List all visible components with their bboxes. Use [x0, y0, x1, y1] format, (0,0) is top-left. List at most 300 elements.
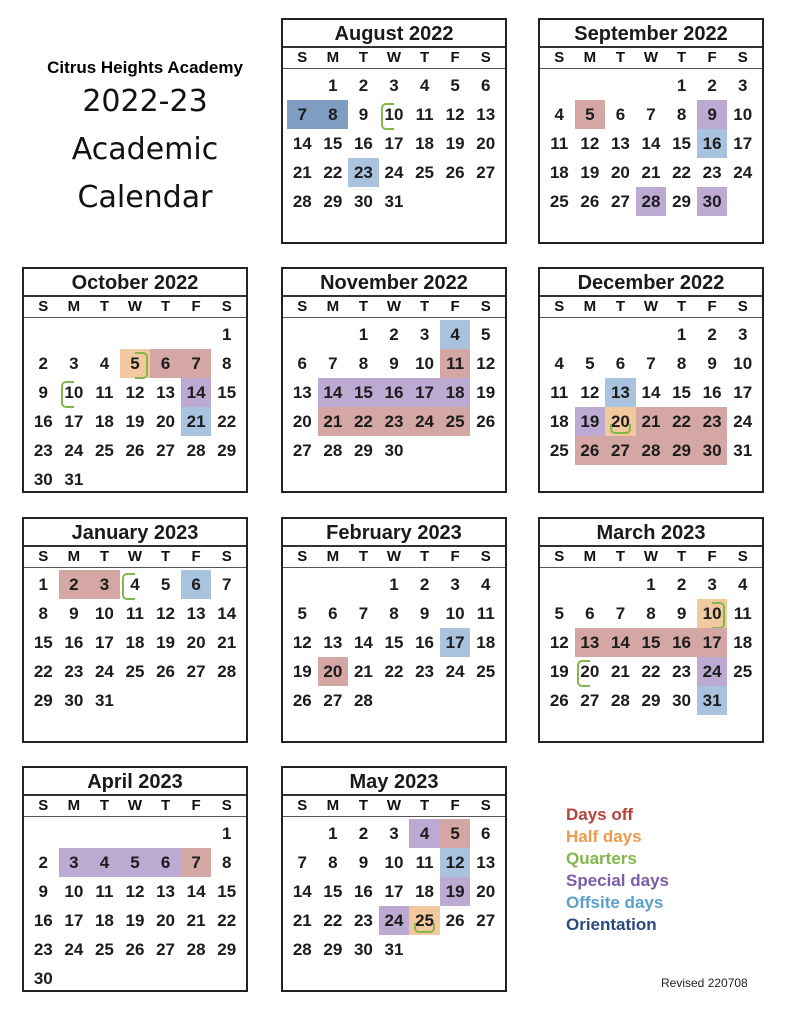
weekday-label: F — [450, 548, 460, 565]
weekday-label: T — [160, 298, 171, 315]
day-cell: 22 — [666, 407, 697, 436]
day-cell: 18 — [94, 911, 114, 930]
weekday-label: F — [450, 797, 460, 814]
weekday-label: S — [297, 797, 308, 814]
day-cell: 8 — [676, 354, 687, 373]
month-october-2022 — [22, 267, 248, 493]
empty-cell — [544, 570, 575, 599]
weekday-label: M — [583, 298, 597, 315]
day-cell: 13 — [186, 604, 206, 623]
day-cell: 24 — [409, 407, 440, 436]
empty-cell — [89, 320, 120, 349]
day-cell: 13 — [476, 853, 496, 872]
weekday-label: T — [99, 548, 109, 565]
month-title: February 2023 — [283, 519, 505, 547]
day-cell: 22 — [348, 407, 379, 436]
day-cell: 21 — [636, 407, 667, 436]
day-cell: 25 — [94, 441, 114, 460]
legend-item-offsite-days: Offsite days — [566, 893, 664, 912]
day-cell: 1 — [676, 325, 687, 344]
month-title: August 2022 — [283, 20, 505, 48]
day-cell: 22 — [641, 662, 661, 681]
day-cell: 13 — [476, 105, 496, 124]
day-cell: 27 — [323, 691, 343, 710]
day-cell: 14 — [217, 604, 237, 623]
day-cell: 20 — [575, 657, 606, 686]
weekday-label: S — [297, 49, 308, 66]
day-cell: 26 — [292, 691, 312, 710]
day-cell: 26 — [580, 192, 600, 211]
weekday-label: T — [419, 548, 430, 565]
weekday-label: W — [386, 298, 402, 315]
empty-cell — [59, 819, 90, 848]
day-cell: 2 — [358, 824, 369, 843]
day-cell: 17 — [384, 134, 404, 153]
day-cell: 26 — [445, 163, 465, 182]
day-cell: 4 — [89, 848, 120, 877]
day-cell: 12 — [476, 354, 496, 373]
day-cell: 4 — [419, 76, 430, 95]
title-line-1: Academic — [71, 132, 219, 167]
day-cell: 1 — [358, 325, 369, 344]
day-cell: 14 — [186, 882, 206, 901]
day-cell: 24 — [384, 163, 404, 182]
day-cell: 1 — [221, 325, 232, 344]
day-cell: 8 — [358, 354, 369, 373]
weekday-label: W — [127, 797, 143, 814]
month-march-2023 — [538, 517, 764, 743]
day-cell: 3 — [69, 354, 79, 373]
day-cell: 20 — [610, 163, 630, 182]
day-cell: 30 — [697, 436, 728, 465]
day-cell: 19 — [476, 383, 496, 402]
day-cell: 10 — [59, 378, 90, 407]
day-cell: 1 — [328, 76, 338, 95]
day-cell: 5 — [440, 819, 471, 848]
day-cell: 14 — [292, 134, 312, 153]
day-cell: 3 — [389, 824, 399, 843]
day-cell: 23 — [697, 407, 728, 436]
day-cell: 3 — [707, 575, 717, 594]
day-cell: 27 — [476, 911, 496, 930]
day-cell: 27 — [476, 163, 496, 182]
day-cell: 18 — [733, 633, 753, 652]
day-cell: 15 — [323, 134, 343, 153]
empty-cell — [120, 819, 151, 848]
day-cell: 31 — [384, 940, 404, 959]
day-cell: 4 — [99, 354, 110, 373]
day-cell: 29 — [217, 940, 237, 959]
day-cell: 28 — [186, 940, 206, 959]
day-cell: 3 — [419, 325, 430, 344]
weekday-label: S — [737, 298, 748, 315]
weekday-label: S — [737, 548, 748, 565]
day-cell: 17 — [384, 882, 404, 901]
weekday-label: M — [67, 548, 81, 565]
day-cell: 28 — [186, 441, 206, 460]
day-cell: 7 — [358, 604, 369, 623]
day-cell: 10 — [697, 599, 728, 628]
day-cell: 18 — [440, 378, 471, 407]
weekday-label: S — [480, 797, 491, 814]
weekday-label: S — [480, 298, 491, 315]
day-cell: 26 — [125, 441, 145, 460]
weekday-label: S — [480, 49, 491, 66]
day-cell: 13 — [156, 882, 176, 901]
weekday-label: S — [297, 548, 308, 565]
weekday-label: W — [643, 548, 659, 565]
weekday-header — [24, 547, 246, 568]
day-grid — [24, 568, 246, 715]
day-cell: 20 — [318, 657, 349, 686]
day-cell: 29 — [641, 691, 661, 710]
empty-cell — [120, 320, 151, 349]
empty-cell — [89, 819, 120, 848]
day-cell: 10 — [415, 354, 435, 373]
empty-cell — [287, 819, 318, 848]
day-cell: 12 — [580, 383, 600, 402]
day-cell: 23 — [33, 441, 53, 460]
day-cell: 9 — [38, 383, 49, 402]
weekday-label: W — [643, 49, 659, 66]
day-cell: 22 — [672, 163, 692, 182]
day-cell: 14 — [292, 882, 312, 901]
legend-item-special-days: Special days — [566, 871, 670, 890]
day-cell: 21 — [186, 911, 206, 930]
day-cell: 24 — [733, 412, 753, 431]
weekday-label: M — [326, 797, 340, 814]
weekday-label: S — [737, 49, 748, 66]
school-name: Citrus Heights Academy — [47, 58, 243, 77]
day-cell: 9 — [38, 882, 49, 901]
day-cell: 30 — [672, 691, 692, 710]
day-cell: 20 — [476, 882, 496, 901]
weekday-label: W — [127, 548, 143, 565]
day-cell: 17 — [440, 628, 471, 657]
day-cell: 6 — [297, 354, 308, 373]
day-cell: 15 — [672, 134, 692, 153]
day-cell: 10 — [94, 604, 114, 623]
day-cell: 15 — [217, 383, 237, 402]
day-cell: 21 — [353, 662, 373, 681]
weekday-label: S — [38, 548, 49, 565]
day-cell: 5 — [585, 354, 595, 373]
day-cell: 5 — [575, 100, 606, 129]
day-cell: 7 — [615, 604, 626, 623]
day-cell: 22 — [33, 662, 53, 681]
month-title: November 2022 — [283, 269, 505, 297]
day-cell: 25 — [476, 662, 496, 681]
day-cell: 9 — [358, 853, 369, 872]
day-grid — [540, 69, 762, 216]
day-cell: 29 — [353, 441, 373, 460]
day-cell: 15 — [384, 633, 404, 652]
weekday-header — [24, 297, 246, 318]
weekday-label: S — [554, 298, 565, 315]
day-cell: 9 — [69, 604, 79, 623]
day-cell: 22 — [384, 662, 404, 681]
day-cell: 21 — [641, 163, 661, 182]
day-cell: 7 — [221, 575, 232, 594]
day-cell: 6 — [585, 604, 595, 623]
day-cell: 4 — [554, 354, 565, 373]
day-grid — [283, 69, 505, 216]
weekday-label: F — [191, 548, 201, 565]
weekday-header — [283, 547, 505, 568]
day-cell: 15 — [33, 633, 53, 652]
weekday-label: S — [38, 298, 49, 315]
day-grid — [540, 318, 762, 465]
day-cell: 7 — [328, 354, 338, 373]
day-cell: 17 — [733, 134, 753, 153]
month-title: October 2022 — [24, 269, 246, 297]
weekday-label: F — [450, 49, 460, 66]
day-cell: 12 — [125, 882, 145, 901]
day-cell: 13 — [156, 383, 176, 402]
day-cell: 6 — [150, 349, 181, 378]
day-cell: 23 — [415, 662, 435, 681]
month-title: March 2023 — [540, 519, 762, 547]
day-cell: 19 — [156, 633, 176, 652]
weekday-header — [540, 297, 762, 318]
day-cell: 11 — [126, 604, 144, 623]
day-cell: 31 — [64, 470, 84, 489]
day-cell: 23 — [672, 662, 692, 681]
day-cell: 11 — [415, 853, 434, 872]
day-cell: 26 — [156, 662, 176, 681]
day-cell: 28 — [636, 436, 667, 465]
day-cell: 11 — [415, 105, 434, 124]
day-cell: 20 — [156, 911, 176, 930]
day-cell: 18 — [549, 163, 569, 182]
day-cell: 3 — [737, 76, 748, 95]
day-cell: 7 — [646, 105, 656, 124]
month-title: January 2023 — [24, 519, 246, 547]
day-cell: 16 — [33, 412, 53, 431]
day-cell: 24 — [733, 163, 753, 182]
weekday-label: M — [326, 49, 340, 66]
day-cell: 15 — [217, 882, 237, 901]
day-cell: 2 — [38, 853, 49, 872]
empty-cell — [28, 320, 59, 349]
school-year: 2022-23 — [82, 84, 208, 119]
day-cell: 5 — [120, 349, 151, 378]
day-cell: 11 — [733, 604, 752, 623]
day-cell: 18 — [549, 412, 569, 431]
day-cell: 3 — [450, 575, 460, 594]
day-cell: 29 — [33, 691, 53, 710]
month-title: September 2022 — [540, 20, 762, 48]
day-cell: 10 — [733, 354, 753, 373]
month-title: April 2023 — [24, 768, 246, 796]
day-cell: 1 — [646, 575, 656, 594]
day-cell: 22 — [323, 911, 343, 930]
day-cell: 2 — [38, 354, 49, 373]
day-cell: 27 — [605, 436, 636, 465]
day-cell: 29 — [323, 192, 343, 211]
empty-cell — [287, 570, 318, 599]
day-cell: 8 — [318, 100, 349, 129]
weekday-label: W — [643, 298, 659, 315]
day-cell: 23 — [379, 407, 410, 436]
empty-cell — [318, 570, 349, 599]
day-cell: 23 — [348, 158, 379, 187]
day-cell: 18 — [415, 882, 435, 901]
day-cell: 5 — [297, 604, 308, 623]
day-cell: 25 — [125, 662, 145, 681]
weekday-label: T — [676, 548, 687, 565]
day-cell: 10 — [379, 100, 410, 129]
day-cell: 5 — [480, 325, 491, 344]
month-december-2022 — [538, 267, 764, 493]
empty-cell — [150, 320, 181, 349]
day-cell: 20 — [186, 633, 206, 652]
weekday-label: T — [615, 298, 625, 315]
day-cell: 19 — [575, 407, 606, 436]
day-cell: 13 — [323, 633, 343, 652]
day-cell: 18 — [415, 134, 435, 153]
day-cell: 21 — [318, 407, 349, 436]
weekday-label: W — [127, 298, 143, 315]
day-cell: 8 — [646, 604, 656, 623]
calendar-header — [40, 58, 250, 222]
day-cell: 21 — [292, 911, 312, 930]
day-cell: 27 — [610, 192, 630, 211]
day-cell: 4 — [480, 575, 491, 594]
day-cell: 4 — [554, 105, 565, 124]
weekday-label: T — [676, 298, 687, 315]
weekday-label: M — [326, 548, 340, 565]
empty-cell — [181, 819, 212, 848]
day-cell: 12 — [445, 105, 465, 124]
day-cell: 14 — [641, 134, 661, 153]
day-cell: 16 — [666, 628, 697, 657]
day-cell: 20 — [605, 407, 636, 436]
day-cell: 18 — [94, 412, 114, 431]
weekday-header — [540, 547, 762, 568]
empty-cell — [28, 819, 59, 848]
day-cell: 10 — [384, 853, 404, 872]
day-cell: 15 — [323, 882, 343, 901]
weekday-label: F — [707, 298, 717, 315]
day-cell: 7 — [181, 349, 212, 378]
day-cell: 7 — [181, 848, 212, 877]
day-cell: 31 — [94, 691, 114, 710]
day-grid — [283, 817, 505, 964]
day-cell: 18 — [125, 633, 145, 652]
empty-cell — [636, 71, 667, 100]
weekday-label: T — [99, 298, 109, 315]
weekday-label: T — [358, 298, 368, 315]
day-cell: 12 — [549, 633, 569, 652]
day-cell: 19 — [580, 163, 600, 182]
weekday-label: F — [191, 797, 201, 814]
month-title: December 2022 — [540, 269, 762, 297]
day-cell: 16 — [415, 633, 435, 652]
day-cell: 30 — [353, 940, 373, 959]
day-cell: 6 — [181, 570, 212, 599]
day-cell: 29 — [323, 940, 343, 959]
day-cell: 10 — [733, 105, 753, 124]
weekday-label: S — [221, 797, 232, 814]
day-cell: 7 — [287, 100, 318, 129]
day-cell: 2 — [358, 76, 369, 95]
day-cell: 1 — [38, 575, 49, 594]
month-may-2023 — [281, 766, 507, 992]
weekday-label: T — [419, 298, 430, 315]
day-cell: 11 — [550, 383, 569, 402]
day-cell: 17 — [409, 378, 440, 407]
day-cell: 1 — [389, 575, 399, 594]
day-cell: 17 — [94, 633, 114, 652]
day-cell: 2 — [676, 575, 687, 594]
month-title: May 2023 — [283, 768, 505, 796]
day-cell: 29 — [217, 441, 237, 460]
day-cell: 17 — [64, 412, 84, 431]
day-cell: 6 — [480, 76, 491, 95]
day-cell: 18 — [476, 633, 496, 652]
weekday-header — [283, 48, 505, 69]
day-cell: 27 — [156, 940, 176, 959]
legend-item-half-days: Half days — [566, 827, 642, 846]
day-cell: 8 — [38, 604, 49, 623]
day-cell: 24 — [94, 662, 114, 681]
day-cell: 4 — [737, 575, 748, 594]
empty-cell — [605, 320, 636, 349]
day-cell: 20 — [292, 412, 312, 431]
day-cell: 5 — [554, 604, 565, 623]
weekday-label: F — [450, 298, 460, 315]
day-cell: 9 — [676, 604, 687, 623]
day-cell: 6 — [328, 604, 338, 623]
day-cell: 8 — [389, 604, 399, 623]
day-cell: 15 — [672, 383, 692, 402]
weekday-label: S — [554, 548, 565, 565]
legend-item-orientation: Orientation — [566, 915, 657, 934]
day-cell: 20 — [156, 412, 176, 431]
empty-cell — [605, 570, 636, 599]
day-cell: 25 — [415, 163, 435, 182]
day-cell: 27 — [156, 441, 176, 460]
empty-cell — [544, 320, 575, 349]
day-cell: 21 — [181, 407, 212, 436]
day-cell: 28 — [636, 187, 667, 216]
day-cell: 1 — [676, 76, 687, 95]
weekday-label: T — [358, 797, 368, 814]
day-grid — [283, 568, 505, 715]
weekday-label: T — [358, 49, 368, 66]
day-cell: 28 — [217, 662, 237, 681]
day-cell: 25 — [440, 407, 471, 436]
day-cell: 30 — [33, 969, 53, 988]
empty-cell — [575, 570, 606, 599]
day-cell: 7 — [646, 354, 656, 373]
day-cell: 31 — [697, 686, 728, 715]
day-cell: 27 — [580, 691, 600, 710]
day-cell: 2 — [707, 76, 717, 95]
empty-cell — [575, 320, 606, 349]
day-cell: 11 — [95, 882, 114, 901]
day-cell: 21 — [217, 633, 237, 652]
day-cell: 29 — [672, 192, 692, 211]
revised-note: Revised 220708 — [661, 976, 748, 990]
empty-cell — [287, 71, 318, 100]
weekday-label: T — [615, 548, 625, 565]
day-cell: 2 — [707, 325, 717, 344]
day-cell: 2 — [59, 570, 90, 599]
day-cell: 4 — [120, 570, 151, 599]
day-cell: 5 — [160, 575, 171, 594]
